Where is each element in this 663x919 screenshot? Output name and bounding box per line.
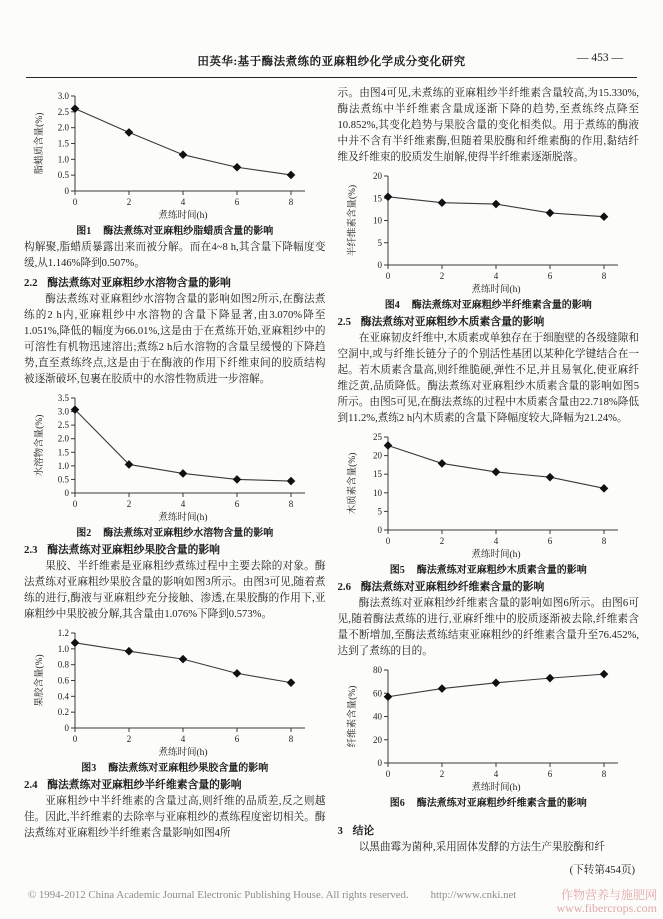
svg-text:0.2: 0.2	[57, 707, 69, 718]
figure-1-caption: 图1 酶法煮练对亚麻粗纱脂蜡质含量的影响	[76, 226, 274, 237]
svg-text:煮练时间(h): 煮练时间(h)	[471, 550, 521, 560]
paragraph-2-6: 酶法煮练对亚麻粗纱纤维素含量的影响如图6所示。由图6可见,随着酶法煮练的进行,亚麻纤维中的胶质逐渐被去除,纤维素含量不断增加,至酶法煮练结束亚麻粗纱的纤维素含量升至76.452%,达到了煮练的目的。	[337, 598, 639, 657]
svg-text:2: 2	[126, 197, 131, 207]
svg-text:0: 0	[386, 271, 391, 281]
figure-6-label: 图6	[389, 798, 405, 809]
svg-text:2: 2	[440, 271, 445, 281]
svg-text:煮练时间(h): 煮练时间(h)	[158, 211, 208, 221]
watermark-site-url: www.fibercrops.com	[556, 901, 657, 915]
svg-text:8: 8	[288, 197, 293, 207]
svg-text:果胶含量(%): 果胶含量(%)	[34, 654, 45, 707]
section-2-4-number: 2.4	[24, 779, 38, 791]
svg-text:0: 0	[72, 734, 77, 744]
section-3-number: 3	[337, 825, 343, 837]
svg-text:0: 0	[377, 525, 383, 535]
svg-text:20: 20	[373, 171, 383, 181]
figure-5-line-chart	[342, 430, 634, 560]
svg-text:0: 0	[386, 769, 391, 779]
svg-text:1.2: 1.2	[57, 628, 69, 638]
figure-5-label: 图5	[389, 565, 405, 576]
figure-5-caption: 图5 酶法煮练对亚麻粗纱木质素含量的影响	[389, 565, 587, 576]
svg-text:0: 0	[72, 499, 77, 509]
cnki-url: http://www.cnki.net	[430, 889, 517, 901]
page-footer	[0, 881, 663, 913]
watermark-site-name: 作物营养与施肥网	[560, 888, 657, 902]
paragraph-2-3: 果胶、半纤维素是亚麻粗纱煮练过程中主要去除的对象。酶法煮练对亚麻粗纱果胶含量的影响如图3所示。由图3可见,随着煮练的进行,酶液与亚麻粗纱充分接触、渗透,在果胶酶的作用下,亚麻粗纱中果胶被分解,其含量由1.076%下降到0.573%。	[24, 561, 326, 620]
svg-text:2: 2	[126, 499, 131, 509]
figure-4	[338, 169, 640, 311]
right-column	[338, 86, 640, 886]
continued-on-page-note: (下转第454页)	[569, 865, 635, 876]
svg-text:60: 60	[373, 688, 383, 699]
svg-text:8: 8	[602, 536, 607, 546]
svg-text:6: 6	[548, 536, 553, 546]
watermark	[556, 889, 657, 915]
svg-text:木质素含量(%): 木质素含量(%)	[348, 452, 359, 515]
svg-text:煮练时间(h): 煮练时间(h)	[471, 783, 521, 793]
svg-text:4: 4	[494, 769, 499, 779]
section-3-heading: 3 结论	[337, 825, 375, 837]
figure-5	[338, 430, 640, 576]
svg-text:2: 2	[440, 536, 445, 546]
figure-4-line-chart	[342, 169, 634, 295]
svg-text:2.0: 2.0	[57, 122, 69, 133]
section-2-3-heading: 2.3 酶法煮练对亚麻粗纱果胶含量的影响	[24, 544, 220, 556]
svg-text:0.8: 0.8	[57, 659, 69, 670]
svg-text:8: 8	[602, 271, 607, 281]
copyright-text: © 1994-2012 China Academic Journal Electronic Publishing House. All rights reserved.	[28, 889, 409, 901]
figure-2-label: 图2	[76, 528, 92, 539]
svg-text:煮练时间(h): 煮练时间(h)	[158, 513, 208, 523]
svg-text:脂蜡质含量(%): 脂蜡质含量(%)	[34, 112, 45, 175]
figure-2-line-chart	[29, 391, 321, 523]
section-2-5-heading: 2.5 酶法煮练对亚麻粗纱木质素含量的影响	[337, 316, 545, 328]
figure-2-caption: 图2 酶法煮练对亚麻粗纱水溶物含量的影响	[76, 528, 274, 539]
copyright-line	[28, 889, 516, 901]
svg-text:10: 10	[373, 487, 383, 498]
paragraph-2-4: 亚麻粗纱中半纤维素的含量过高,则纤维的品质差,反之则越佳。因此,半纤维素的去除率与亚麻粗纱的煮练程度密切相关。酶法煮练对亚麻粗纱半纤维素含量影响如图4所	[24, 796, 326, 839]
figure-4-caption: 图4 酶法煮练对亚麻粗纱半纤维素含量的影响	[384, 300, 592, 311]
svg-text:3.0: 3.0	[57, 406, 69, 417]
svg-text:0: 0	[64, 488, 69, 498]
svg-text:4: 4	[180, 499, 185, 509]
svg-text:25: 25	[373, 432, 383, 442]
svg-text:5: 5	[377, 237, 383, 248]
svg-text:8: 8	[288, 734, 293, 744]
svg-text:15: 15	[373, 193, 383, 204]
svg-text:20: 20	[373, 450, 383, 461]
figure-3	[24, 626, 326, 774]
figure-1-label: 图1	[76, 226, 92, 237]
svg-text:6: 6	[234, 197, 239, 207]
paragraph-2-5: 在亚麻韧皮纤维中,木质素或单独存在于细胞壁的各级缝隙和空洞中,或与纤维长链分子的个别活性基团以某种化学键结合在一起。若木质素含量高,则纤维脆硬,弹性不足,并且易氧化,使亚麻纤维泛黄,品质降低。酶法煮练对亚麻粗纱木质素含量的影响如图5所示。由图5可见,在酶法煮练的过程中木质素含量由22.718%降低到11.2%,煮练2 h内木质素的含量下降幅度较大,降幅为21.24%。	[337, 333, 639, 424]
svg-text:半纤维素含量(%): 半纤维素含量(%)	[348, 184, 359, 257]
section-2-6-heading: 2.6 酶法煮练对亚麻粗纱纤维素含量的影响	[337, 581, 545, 593]
svg-text:0.4: 0.4	[57, 691, 69, 702]
svg-text:4: 4	[180, 197, 185, 207]
svg-text:2.5: 2.5	[57, 106, 69, 117]
figure-2	[24, 391, 326, 539]
svg-text:1.5: 1.5	[57, 138, 69, 149]
svg-text:2: 2	[126, 734, 131, 744]
svg-text:0: 0	[386, 536, 391, 546]
section-2-5-number: 2.5	[337, 316, 351, 328]
svg-text:10: 10	[373, 215, 383, 226]
svg-text:80: 80	[373, 665, 383, 675]
paragraph-3-conclusion: 以黑曲霉为菌种,采用固体发酵的方法生产果胶酶和纤	[358, 842, 605, 853]
svg-text:3.0: 3.0	[57, 91, 69, 101]
page-header	[0, 0, 663, 70]
figure-3-label: 图3	[81, 763, 97, 774]
svg-text:煮练时间(h): 煮练时间(h)	[471, 285, 521, 295]
svg-text:2.5: 2.5	[57, 420, 69, 431]
svg-text:1.0: 1.0	[57, 643, 69, 654]
svg-text:0: 0	[377, 260, 383, 270]
svg-text:纤维素含量(%): 纤维素含量(%)	[348, 685, 359, 748]
paragraph-2-2: 酶法煮练对亚麻粗纱水溶物含量的影响如图2所示,在酶法煮练的2 h内,亚麻粗纱中水溶物的含量下降显著,由3.070%降至1.051%,降低的幅度为66.01%,这是由于在煮练开始,亚麻粗纱中的可溶性有机物迅速溶出;煮练2 h后水溶物的含量呈缓慢的下降趋势,直至煮练终点,这是由于在酶液的作用下纤维束间的胶质结构被逐渐破坏,包裹在胶质中的水溶性物质进一步溶解。	[24, 294, 326, 385]
running-head-title: 田英华:基于酶法煮练的亚麻粗纱化学成分变化研究	[197, 56, 466, 68]
section-2-4-heading: 2.4 酶法煮练对亚麻粗纱半纤维素含量的影响	[24, 779, 242, 791]
svg-text:20: 20	[373, 734, 383, 745]
svg-text:6: 6	[548, 769, 553, 779]
svg-text:40: 40	[373, 711, 383, 722]
section-2-2-heading: 2.2 酶法煮练对亚麻粗纱水溶物含量的影响	[24, 277, 231, 289]
section-2-6-number: 2.6	[337, 581, 351, 593]
svg-text:4: 4	[494, 271, 499, 281]
svg-text:0.5: 0.5	[57, 170, 69, 181]
svg-text:5: 5	[377, 506, 383, 517]
figure-4-label: 图4	[384, 300, 400, 311]
figure-3-line-chart	[29, 626, 321, 758]
figure-1	[24, 89, 326, 237]
svg-text:0.5: 0.5	[57, 474, 69, 485]
svg-text:0: 0	[64, 723, 69, 733]
svg-text:0: 0	[377, 758, 383, 768]
figure-6-line-chart	[342, 663, 634, 793]
page-number: — 453 —	[577, 52, 623, 64]
svg-text:15: 15	[373, 469, 383, 480]
svg-text:4: 4	[180, 734, 185, 744]
section-2-2-number: 2.2	[24, 277, 38, 289]
svg-text:1.0: 1.0	[57, 460, 69, 471]
svg-text:6: 6	[234, 734, 239, 744]
svg-text:2.0: 2.0	[57, 433, 69, 444]
svg-text:6: 6	[548, 271, 553, 281]
svg-text:0: 0	[64, 186, 69, 196]
page-body	[0, 86, 663, 886]
svg-text:0: 0	[72, 197, 77, 207]
svg-text:4: 4	[494, 536, 499, 546]
svg-text:1.5: 1.5	[57, 447, 69, 458]
svg-text:6: 6	[234, 499, 239, 509]
figure-6-caption: 图6 酶法煮练对亚麻粗纱纤维素含量的影响	[389, 798, 587, 809]
left-column	[24, 86, 326, 886]
header-divider	[26, 77, 637, 78]
figure-3-caption: 图3 酶法煮练对亚麻粗纱果胶含量的影响	[81, 763, 269, 774]
svg-text:水溶物含量(%): 水溶物含量(%)	[34, 414, 45, 477]
svg-text:1.0: 1.0	[57, 154, 69, 165]
section-2-3-number: 2.3	[24, 544, 38, 556]
svg-text:8: 8	[602, 769, 607, 779]
svg-text:煮练时间(h): 煮练时间(h)	[158, 748, 208, 758]
svg-text:8: 8	[288, 499, 293, 509]
svg-text:0.6: 0.6	[57, 675, 69, 686]
paragraph-fig4-continuation: 示。由图4可见,未煮练的亚麻粗纱半纤维素含量较高,为15.330%,酶法煮练中半纤维素含量成逐渐下降的趋势,至煮练终点降至10.852%,其变化趋势与果胶含量的变化相类似。用于煮练的酶液中并不含有半纤维素酶,但随着果胶酶和纤维素酶的作用,黏结纤维及纤维束的胶质发生崩解,使得半纤维素逐渐脱落。	[337, 88, 639, 163]
svg-text:2: 2	[440, 769, 445, 779]
figure-1-line-chart	[29, 89, 321, 221]
svg-text:3.5: 3.5	[57, 393, 69, 403]
paragraph-fig1-continuation: 构解聚,脂蜡质暴露出来而被分解。而在4~8 h,其含量下降幅度变缓,从1.146%降到0.507%。	[24, 242, 326, 269]
figure-6	[338, 663, 640, 809]
